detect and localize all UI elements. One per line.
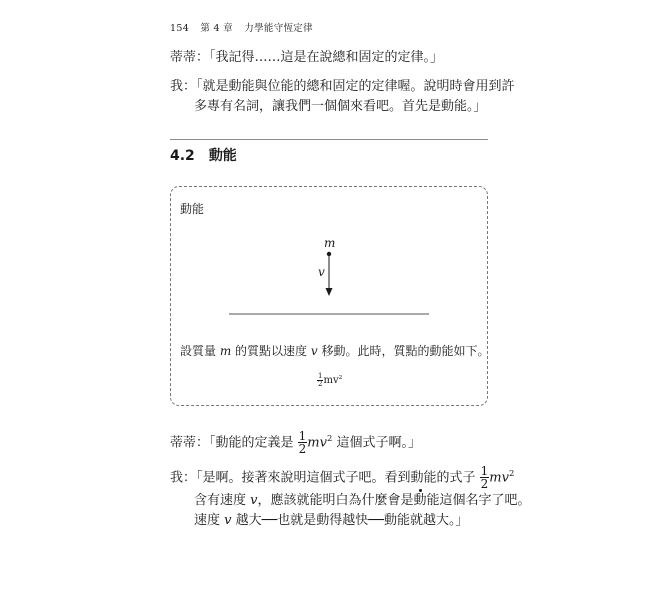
desc-text: 的質點以速度 — [231, 344, 311, 358]
var-m: m — [219, 344, 232, 358]
speaker-tetra: 蒂蒂： — [170, 50, 210, 65]
numerator: 1 — [318, 372, 323, 380]
dialogue-text: 含有速度 — [194, 493, 251, 509]
dialogue-text: 能這個名字了吧。 — [426, 493, 531, 509]
desc-text: 移動。此時，質點的動能如下。 — [317, 344, 490, 358]
formula-mv: mv — [323, 375, 339, 386]
speaker-me: 我： — [170, 79, 197, 94]
formula-exponent: 2 — [338, 375, 343, 381]
dialogue-text: 多專有名詞，讓我們一個個來看吧。首先是動能。」 — [194, 99, 487, 114]
dialogue-text: 「就是動能與位能的總和固定的定律喔。說明時會用到許 — [196, 79, 515, 94]
speaker-me: 我： — [170, 470, 197, 486]
dialogue-text: 速度 — [194, 513, 225, 529]
var-v: v — [224, 513, 232, 529]
var-v: v — [310, 344, 318, 358]
dialogue-2 — [170, 77, 515, 117]
section-number: 4.2 — [170, 148, 195, 164]
kinetic-energy-formula — [317, 373, 342, 388]
fraction-half — [480, 465, 490, 490]
formula-mv: mv — [489, 470, 509, 486]
var-v: v — [250, 493, 258, 509]
speaker-tetra: 蒂蒂： — [170, 435, 210, 451]
dialogue-text: 「我記得……這是在說總和固定的定律。」 — [209, 50, 444, 65]
dialogue-text: 這個式子啊。」 — [332, 435, 421, 451]
particle-dot — [327, 252, 331, 256]
chapter-label: 第 4 章 — [200, 23, 233, 34]
definition-title: 動能 — [180, 202, 205, 216]
page-number: 154 — [170, 23, 190, 34]
velocity-label: v — [318, 265, 325, 279]
formula-exponent: 2 — [508, 468, 515, 478]
dialogue-3 — [170, 425, 421, 456]
denominator: 2 — [480, 477, 489, 492]
mass-label: m — [324, 236, 336, 250]
desc-text: 設質量 — [180, 344, 220, 358]
formula-exponent: 2 — [326, 433, 333, 443]
dialogue-text: 越大──也就是動得越快──動能就越大。」 — [231, 513, 469, 529]
numerator: 1 — [480, 464, 489, 479]
dialogue-text: 「是啊。接著來說明這個式子吧。看到動能的式子 — [196, 470, 480, 486]
section-divider — [170, 139, 488, 140]
section-heading — [170, 145, 237, 165]
dialogue-1 — [170, 48, 443, 68]
definition-description — [180, 342, 489, 359]
emphasis-dot-char: 動 — [413, 493, 427, 509]
numerator: 1 — [298, 429, 307, 444]
denominator: 2 — [318, 380, 323, 388]
velocity-arrowhead — [326, 288, 333, 296]
running-header — [170, 20, 321, 34]
section-title: 動能 — [208, 148, 237, 164]
fraction-half — [298, 430, 308, 455]
formula-mv: mv — [307, 435, 327, 451]
denominator: 2 — [298, 442, 307, 457]
dialogue-text: 「動能的定義是 — [209, 435, 298, 451]
dialogue-text: ，應該就能明白為什麼會是 — [257, 493, 414, 509]
chapter-title: 力學能守恆定律 — [244, 23, 313, 34]
dialogue-4 — [170, 460, 531, 531]
